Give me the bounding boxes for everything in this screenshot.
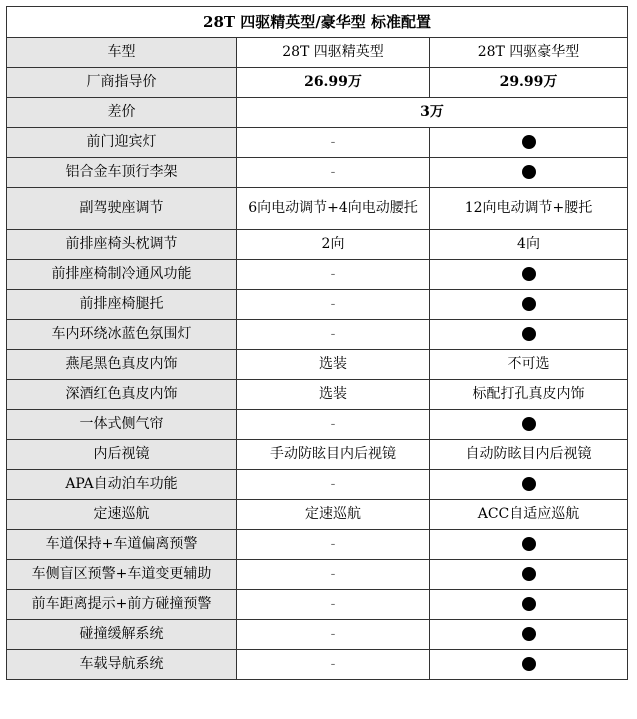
feature-label: APA自动泊车功能	[7, 470, 237, 500]
luxury-value: 不可选	[430, 350, 628, 380]
table-row	[7, 440, 628, 470]
luxury-value	[430, 530, 628, 560]
filled-dot-icon	[522, 567, 536, 581]
elite-value: -	[237, 470, 430, 500]
elite-value: -	[237, 410, 430, 440]
filled-dot-icon	[522, 327, 536, 341]
elite-value: 选装	[237, 350, 430, 380]
feature-label: 车载导航系统	[7, 650, 237, 680]
feature-label: 前排座椅制冷通风功能	[7, 260, 237, 290]
filled-dot-icon	[522, 135, 536, 149]
feature-label: 车侧盲区预警+车道变更辅助	[7, 560, 237, 590]
table-row	[7, 260, 628, 290]
header-row	[7, 38, 628, 68]
table-row	[7, 128, 628, 158]
luxury-value: 4向	[430, 230, 628, 260]
elite-value: -	[237, 260, 430, 290]
luxury-value: ACC自适应巡航	[430, 500, 628, 530]
header-luxury: 28T 四驱豪华型	[430, 38, 628, 68]
elite-value: 手动防眩目内后视镜	[237, 440, 430, 470]
filled-dot-icon	[522, 537, 536, 551]
filled-dot-icon	[522, 417, 536, 431]
luxury-value	[430, 128, 628, 158]
price-luxury: 29.99万	[430, 68, 628, 98]
luxury-value	[430, 620, 628, 650]
feature-label: 前排座椅腿托	[7, 290, 237, 320]
elite-value: -	[237, 290, 430, 320]
table-row	[7, 410, 628, 440]
luxury-value	[430, 560, 628, 590]
table-row	[7, 530, 628, 560]
feature-label: 铝合金车顶行李架	[7, 158, 237, 188]
table-row	[7, 620, 628, 650]
table-row	[7, 290, 628, 320]
elite-value: 2向	[237, 230, 430, 260]
feature-label: 前门迎宾灯	[7, 128, 237, 158]
elite-value: 6向电动调节+4向电动腰托	[237, 188, 430, 230]
feature-label: 燕尾黑色真皮内饰	[7, 350, 237, 380]
price-label: 厂商指导价	[7, 68, 237, 98]
filled-dot-icon	[522, 165, 536, 179]
elite-value: -	[237, 158, 430, 188]
elite-value: -	[237, 590, 430, 620]
luxury-value	[430, 320, 628, 350]
table-row	[7, 188, 628, 230]
feature-label: 车道保持+车道偏离预警	[7, 530, 237, 560]
header-elite: 28T 四驱精英型	[237, 38, 430, 68]
elite-value: -	[237, 128, 430, 158]
table-row	[7, 230, 628, 260]
luxury-value	[430, 260, 628, 290]
luxury-value: 12向电动调节+腰托	[430, 188, 628, 230]
table-row	[7, 590, 628, 620]
elite-value: -	[237, 320, 430, 350]
table-row	[7, 158, 628, 188]
config-table	[6, 6, 628, 680]
diff-label: 差价	[7, 98, 237, 128]
filled-dot-icon	[522, 597, 536, 611]
feature-label: 车内环绕冰蓝色氛围灯	[7, 320, 237, 350]
feature-label: 深酒红色真皮内饰	[7, 380, 237, 410]
table-row	[7, 380, 628, 410]
luxury-value: 标配打孔真皮内饰	[430, 380, 628, 410]
luxury-value	[430, 470, 628, 500]
diff-row	[7, 98, 628, 128]
elite-value: -	[237, 530, 430, 560]
elite-value: -	[237, 560, 430, 590]
filled-dot-icon	[522, 297, 536, 311]
price-row	[7, 68, 628, 98]
table-row	[7, 350, 628, 380]
table-row	[7, 560, 628, 590]
luxury-value	[430, 410, 628, 440]
elite-value: -	[237, 650, 430, 680]
table-row	[7, 500, 628, 530]
filled-dot-icon	[522, 657, 536, 671]
feature-label: 碰撞缓解系统	[7, 620, 237, 650]
diff-value: 3万	[237, 98, 628, 128]
feature-label: 前车距离提示+前方碰撞预警	[7, 590, 237, 620]
elite-value: 选装	[237, 380, 430, 410]
config-table-container	[6, 6, 628, 680]
luxury-value: 自动防眩目内后视镜	[430, 440, 628, 470]
elite-value: 定速巡航	[237, 500, 430, 530]
price-elite: 26.99万	[237, 68, 430, 98]
luxury-value	[430, 158, 628, 188]
feature-label: 内后视镜	[7, 440, 237, 470]
feature-label: 一体式侧气帘	[7, 410, 237, 440]
feature-label: 副驾驶座调节	[7, 188, 237, 230]
title-row	[7, 7, 628, 38]
luxury-value	[430, 590, 628, 620]
luxury-value	[430, 290, 628, 320]
table-row	[7, 470, 628, 500]
elite-value: -	[237, 620, 430, 650]
filled-dot-icon	[522, 477, 536, 491]
feature-label: 定速巡航	[7, 500, 237, 530]
filled-dot-icon	[522, 627, 536, 641]
table-title: 28T 四驱精英型/豪华型 标准配置	[7, 7, 628, 38]
table-row	[7, 320, 628, 350]
table-row	[7, 650, 628, 680]
luxury-value	[430, 650, 628, 680]
header-label: 车型	[7, 38, 237, 68]
filled-dot-icon	[522, 267, 536, 281]
feature-label: 前排座椅头枕调节	[7, 230, 237, 260]
